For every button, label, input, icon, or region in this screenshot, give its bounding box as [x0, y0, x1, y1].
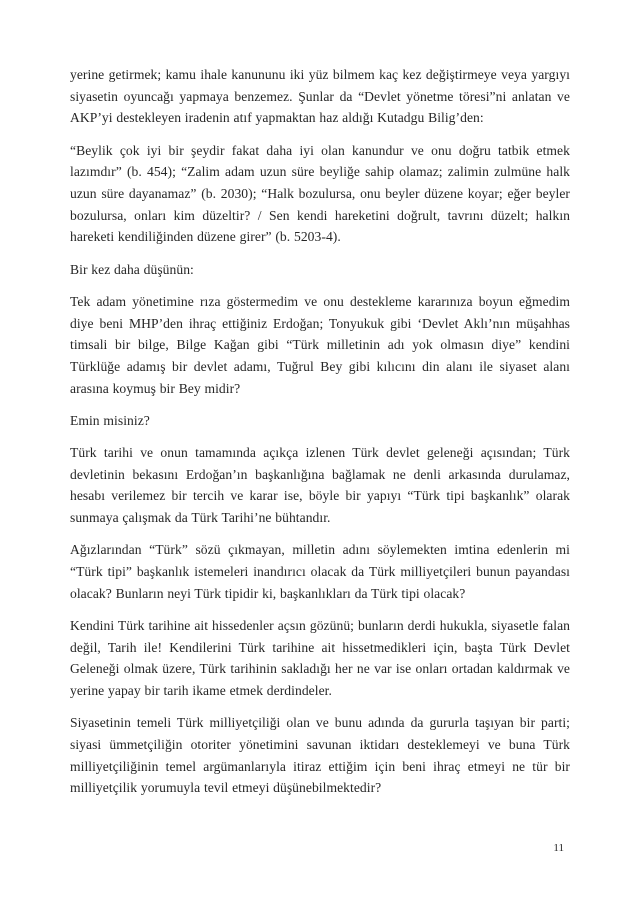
document-body: [70, 64, 570, 810]
paragraph-think-again: Bir kez daha düşünün:: [70, 261, 194, 277]
paragraph-kendini-turk-tarihine: Kendini Türk tarihine ait hissedenler açsın gözünü; bunların derdi hukukla, siyasetle falan değil, Tarih ile! Kendilerini Türk tarihine ait hissetmedikleri için, başta Türk Devlet Geleneği olmak üzere, Türk tarihinin sakladığı her ne var ise onları ortadan kaldırmak ve yerine yapay bir tarih ikame etmek derdindeler.: [70, 617, 570, 699]
paragraph-quote-kutadgu-bilig: “Beylik çok iyi bir şeydir fakat daha iyi olan kanundur ve onu doğru tatbik etmek lazımdır” (b. 454); “Zalim adam uzun süre beyliğe sahip olamaz; zalimin zulmüne halk uzun süre dayanamaz” (b. 2030); “Halk bozulursa, onu beyler düzene koyar; eğer beyler bozulursa, onları kim düzeltir? / Sen kendi hareketini doğrult, tavrını düzelt; halkın hareketi kendiliğinden düzene girer” (b. 5203-4).: [70, 142, 570, 245]
paragraph-agizlarindan-turk: Ağızlarından “Türk” sözü çıkmayan, milletin adını söylemekten imtina edenlerin mi “Türk tipi” başkanlık istemeleri inandırıcı olacak da Türk milliyetçileri bunun payandası olacak? Bunların neyi Türk tipidir ki, başkanlıkları da Türk tipi olacak?: [70, 542, 570, 601]
paragraph-tek-adam: Tek adam yönetimine rıza göstermedim ve onu destekleme kararınıza boyun eğmedim diye beni MHP’den ihraç ettiğiniz Erdoğan; Tonyukuk gibi ‘Devlet Aklı’nın müşahhas timsali bir bilge, Bilge Kağan gibi “Türk milletinin adı yok olmasın diye” kendini Türklüğe adamış bir devlet adamı, Tuğrul Bey gibi kılıcını din alanı ile siyaset alanı arasına koymuş bir Bey midir?: [70, 293, 570, 396]
paragraph-siyasetinin-temeli: Siyasetinin temeli Türk milliyetçiliği olan ve bunu adında da gururla taşıyan bir parti; siyasi ümmetçiliğin otoriter yönetimini savunan iktidarı desteklemeyi ve buna Türk milliyetçiliğinin temel argümanlarıyla itiraz ettiğim için beni ihraç etmeyi ne tür bir milliyetçilik yorumuyla tevil etmeyi düşünebilmektedir?: [70, 715, 570, 796]
paragraph-intro: yerine getirmek; kamu ihale kanununu iki yüz bilmem kaç kez değiştirmeye veya yargıyı siyasetin oyuncağı yapmaya benzemez. Şunlar da “Devlet yönetme töresi”ni anlatan ve AKP’yi destekleyen iradenin atıf yapmaktan haz aldığı Kutadgu Bilig’den:: [70, 67, 570, 126]
paragraph-emin-misiniz: Emin misiniz?: [70, 412, 150, 428]
paragraph-turk-tarihi: Türk tarihi ve onun tamamında açıkça izlenen Türk devlet geleneği açısından; Türk devletinin bekasını Erdoğan’ın başkanlığına bağlamak ne denli arkasında durulamaz, hesabı verilemez bir tercih ve karar ise, böyle bir yapıyı “Türk tipi başkanlık” olarak sunmaya çalışmak da Türk Tarihi’ne bühtandır.: [70, 445, 570, 526]
page-number: 11: [553, 842, 564, 854]
